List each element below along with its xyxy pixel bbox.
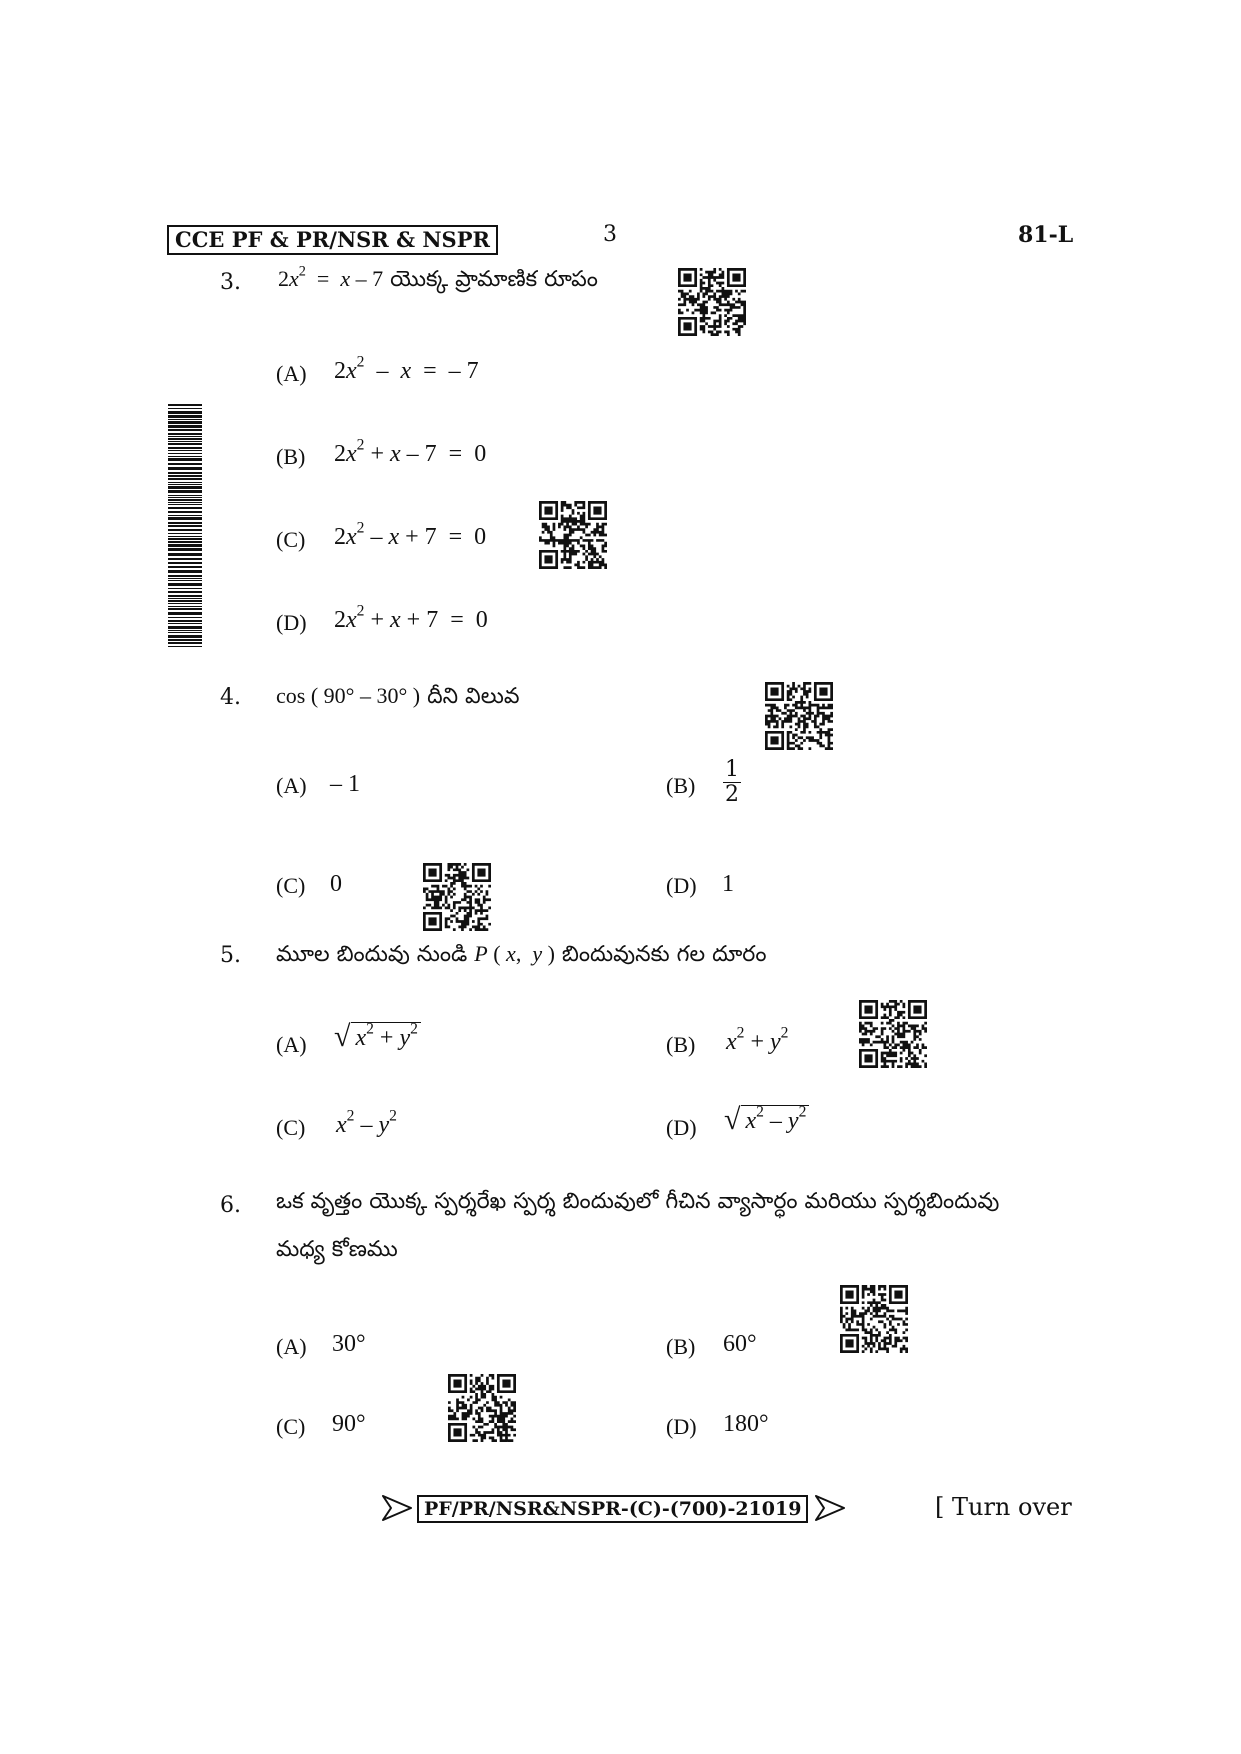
q4-option-a-text: – 1 <box>330 771 360 797</box>
q4-option-a-label: (A) <box>276 773 307 798</box>
qr-code-icon <box>765 682 833 750</box>
question-4-expression: cos ( 90° – 30° ) <box>276 683 421 708</box>
fraction-denominator: 2 <box>725 782 739 807</box>
q6-option-b-label: (B) <box>666 1334 696 1359</box>
barcode-icon <box>168 404 202 649</box>
qr-code-icon <box>448 1374 516 1442</box>
question-4-text-suffix: దీని విలువ <box>427 684 520 709</box>
arrowhead-right-icon <box>382 1495 412 1521</box>
q5-option-c-text: $x^2 - y^2$ <box>336 1107 397 1138</box>
q6-option-c-text: 90° <box>332 1411 366 1437</box>
q4-option-d-label: (D) <box>666 873 697 898</box>
q6-option-a-label: (A) <box>276 1334 307 1359</box>
q5-option-a-label: (A) <box>276 1032 307 1057</box>
page-number: 3 <box>603 222 617 247</box>
question-4-text <box>276 683 520 714</box>
question-6-text-line1: ఒక వృత్తం యొక్క స్పర్శరేఖ స్పర్శ బిందువులో గీచిన వ్యాసార్ధం మరియు స్పర్శబిందువు <box>276 1189 1000 1214</box>
q6-option-d-text: 180° <box>723 1411 769 1437</box>
q4-option-b-fraction <box>723 758 741 807</box>
question-5-number: 5. <box>220 943 241 968</box>
q6-option-c-label: (C) <box>276 1414 306 1439</box>
arrowhead-right-icon <box>815 1495 845 1521</box>
qr-code-icon <box>859 1000 927 1068</box>
question-5-text-prefix: మూల బిందువు నుండి <box>276 942 468 967</box>
q6-option-b-text: 60° <box>723 1331 757 1357</box>
q5-option-a-text: √ $x^2 + y^2$ <box>334 1022 421 1053</box>
qr-code-icon <box>840 1285 908 1353</box>
q3-option-d-label: (D) <box>276 610 307 635</box>
q3-option-c-label: (C) <box>276 527 306 552</box>
q5-option-b-label: (B) <box>666 1032 696 1057</box>
qr-code-icon <box>539 501 607 569</box>
question-5-point: P ( x, y ) <box>474 941 555 966</box>
question-3-text <box>278 263 598 297</box>
question-3-text-suffix: యొక్క ప్రామాణిక రూపం <box>390 267 598 292</box>
q4-option-d-text: 1 <box>722 871 734 897</box>
question-6-number: 6. <box>220 1193 241 1218</box>
exam-title-box: CCE PF & PR/NSR & NSPR <box>167 225 498 255</box>
question-6-text-line2: మధ్య కోణము <box>276 1237 398 1262</box>
question-5-text-suffix: బిందువునకు గల దూరం <box>561 942 767 967</box>
q4-option-c-text: 0 <box>330 871 342 897</box>
footer-paper-code: PF/PR/NSR&NSPR-(C)-(700)-21019 <box>417 1495 808 1523</box>
question-3-equation: $2x^2 = x - 7$ <box>278 263 384 291</box>
turn-over-text: [ Turn over <box>935 1493 1072 1521</box>
qr-code-icon <box>678 268 746 336</box>
q3-option-b-text: $2x^2 + x - 7 = 0$ <box>334 436 487 467</box>
q3-option-a-label: (A) <box>276 361 307 386</box>
question-5-text <box>276 941 767 972</box>
q3-option-b-label: (B) <box>276 444 306 469</box>
question-4-number: 4. <box>220 685 241 710</box>
q5-option-b-text: $x^2 + y^2$ <box>726 1024 789 1055</box>
q3-option-d-text: $2x^2 + x + 7 = 0$ <box>334 602 488 633</box>
q3-option-a-text: $2x^2$ – x = – 7 <box>334 353 479 384</box>
q6-option-d-label: (D) <box>666 1414 697 1439</box>
q5-option-d-label: (D) <box>666 1115 697 1140</box>
q5-option-c-label: (C) <box>276 1115 306 1140</box>
q3-option-c-text: $2x^2 - x + 7 = 0$ <box>334 519 487 550</box>
qr-code-icon <box>423 863 491 931</box>
fraction-numerator: 1 <box>725 757 739 782</box>
q4-option-c-label: (C) <box>276 873 306 898</box>
q5-option-d-text: √ $x^2 - y^2$ <box>724 1105 809 1136</box>
q6-option-a-text: 30° <box>332 1331 366 1357</box>
q4-option-b-label: (B) <box>666 773 696 798</box>
paper-code: 81-L <box>1018 222 1074 248</box>
question-3-number: 3. <box>220 270 241 295</box>
